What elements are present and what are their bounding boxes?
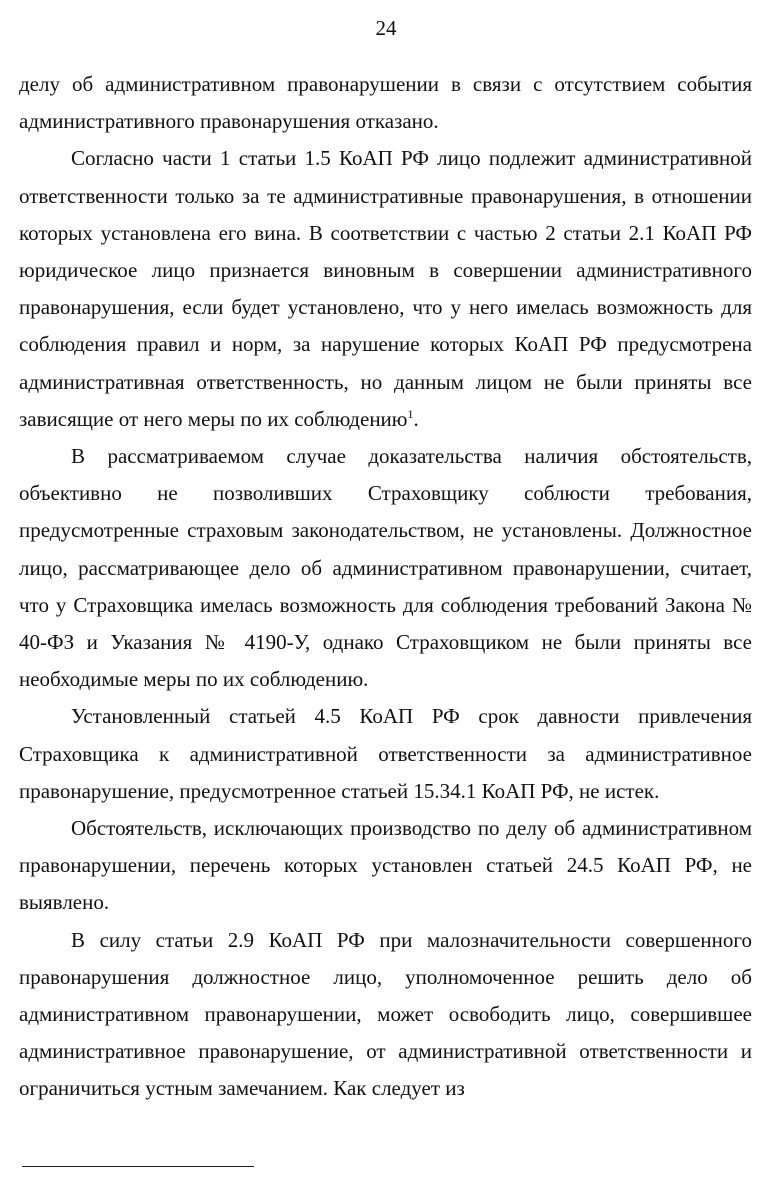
paragraph-insignificance xyxy=(19,922,752,1108)
footnote-marker[interactable]: 1 xyxy=(407,406,414,421)
paragraph-limitation-period xyxy=(19,698,752,810)
paragraph-text: В рассматриваемом случае доказательства наличия обстоятельств, объективно не позволивших Страховщику соблюсти требования, предусмотренные страховым законодательством, не установлены. Должностное лицо, рассматривающее дело об административном правонарушении, считает, что у Страховщика имелась возможность для соблюдения требований Закона № 40-ФЗ и Указания № 4190-У, однако Страховщиком не были приняты все необходимые меры по их соблюдению. xyxy=(19,444,752,692)
paragraph-no-exclusions xyxy=(19,810,752,922)
paragraph-text: Установленный статьей 4.5 КоАП РФ срок давности привлечения Страховщика к административной ответственности за административное правонарушение, предусмотренное статьей 15.34.1 КоАП РФ, не истек. xyxy=(19,704,752,803)
paragraph-text: Согласно части 1 статьи 1.5 КоАП РФ лицо подлежит административной ответственности только за те административные правонарушения, в отношении которых установлена его вина. В соответствии с частью 2 статьи 2.1 КоАП РФ юридическое лицо признается виновным в совершении административного правонарушения, если будет установлено, что у него имелась возможность для соблюдения правил и норм, за нарушение которых КоАП РФ предусмотрена административная ответственность, но данным лицом не были приняты все зависящие от него меры по их соблюдению xyxy=(19,146,752,431)
page-number: 24 xyxy=(375,16,397,40)
paragraph-evidence xyxy=(19,438,752,698)
paragraph-end-punct: . xyxy=(413,406,419,431)
body-text xyxy=(19,66,752,1108)
footnote-divider xyxy=(22,1166,254,1167)
paragraph-text: В силу статьи 2.9 КоАП РФ при малозначительности совершенного правонарушения должностное лицо, уполномоченное решить дело об административном правонарушении, может освободить лицо, совершившее административное правонарушение, от административной ответственности и ограничиться устным замечанием. Как следует из xyxy=(19,927,752,1101)
paragraph-liability xyxy=(19,140,752,438)
paragraph-continuation xyxy=(19,66,752,140)
paragraph-text: Обстоятельств, исключающих производство по делу об административном правонарушении, перечень которых установлен статьей 24.5 КоАП РФ, не выявлено. xyxy=(19,816,752,915)
paragraph-text: делу об административном правонарушении в связи с отсутствием события административного правонарушения отказано. xyxy=(19,72,752,134)
